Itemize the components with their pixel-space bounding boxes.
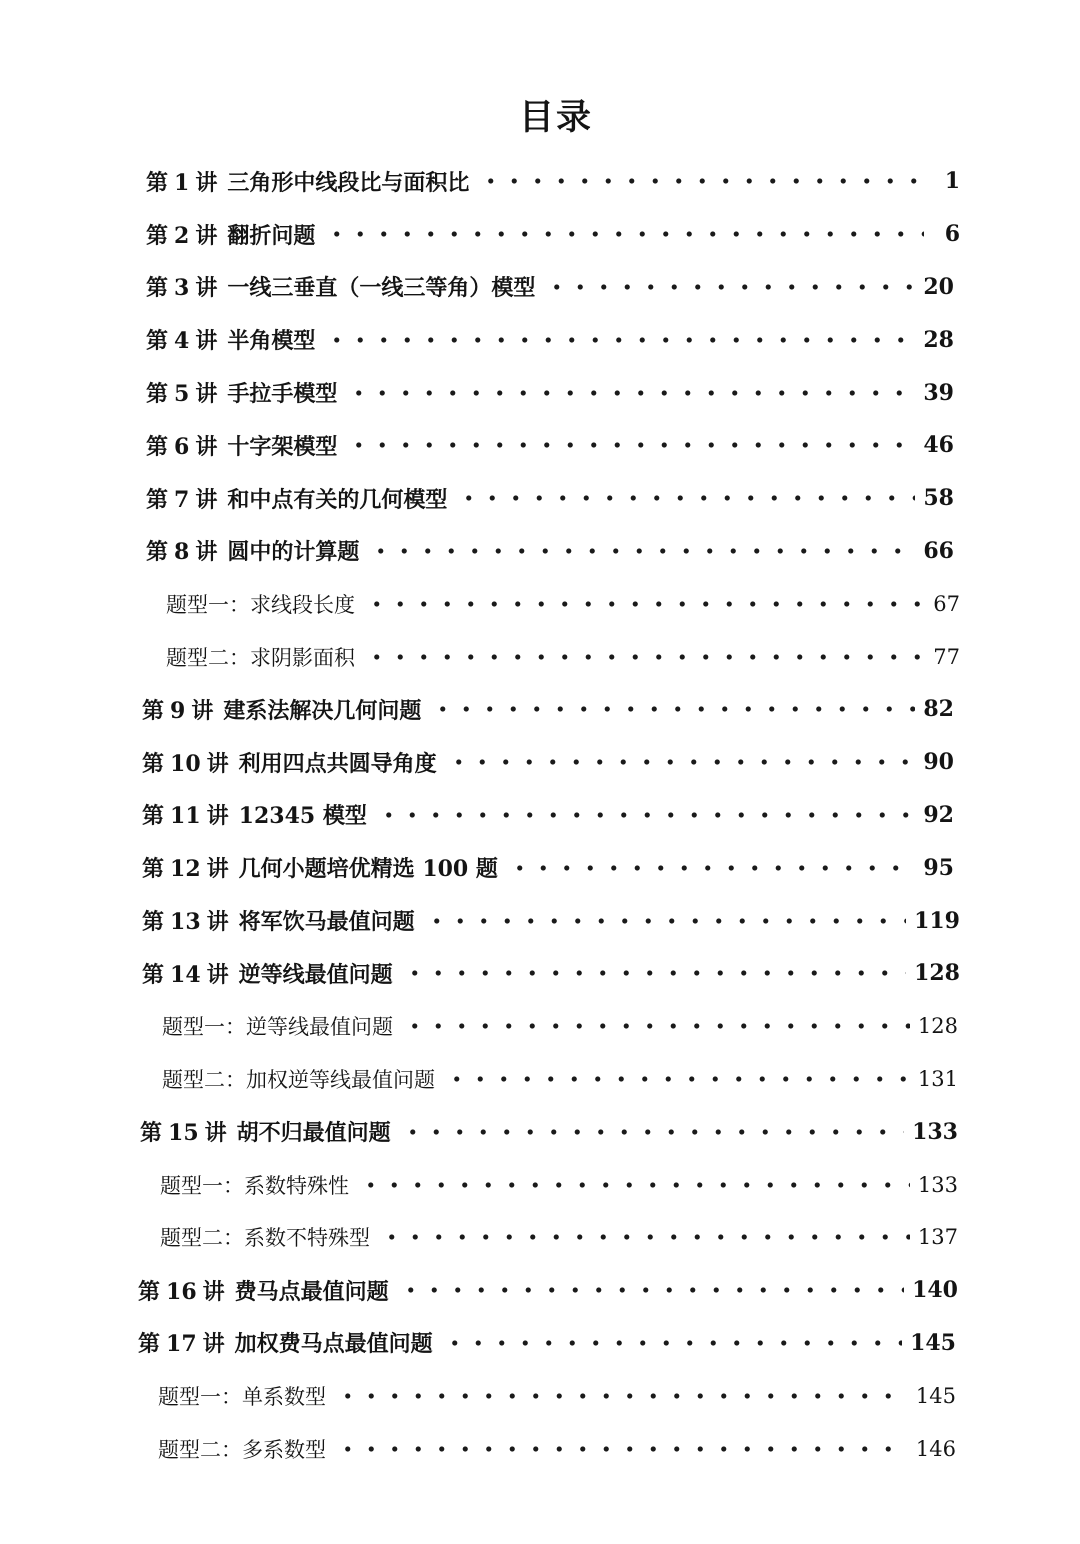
page-number: 39 [923, 379, 954, 406]
dot-leader [401, 1105, 904, 1158]
toc-chapter-entry[interactable] [0, 683, 1080, 736]
chapter-suffix: 讲 [195, 222, 218, 249]
page-number: 137 [917, 1225, 958, 1250]
chapter-number: 16 [166, 1278, 197, 1305]
chapter-suffix: 讲 [206, 750, 229, 777]
chapter-number: 9 [170, 697, 186, 724]
page-number: 145 [915, 1383, 956, 1408]
chapter-prefix: 第 [146, 381, 169, 408]
dot-leader [445, 1053, 910, 1106]
page-number: 66 [923, 537, 954, 564]
dot-leader [457, 472, 915, 525]
chapter-label [140, 1116, 391, 1147]
dot-leader [399, 1264, 904, 1317]
chapter-suffix: 讲 [206, 909, 229, 936]
chapter-title: 将军饮马最值问题 [238, 909, 415, 936]
chapter-suffix: 讲 [195, 169, 218, 196]
chapter-number: 11 [170, 803, 201, 830]
page-number: 128 [914, 960, 960, 987]
chapter-title: 三角形中线段比与面积比 [227, 169, 470, 196]
chapter-number: 14 [170, 961, 201, 988]
toc-chapter-entry[interactable] [0, 789, 1080, 842]
dot-leader [431, 683, 915, 736]
chapter-prefix: 第 [146, 539, 169, 566]
chapter-number: 6 [174, 433, 190, 460]
toc-subsection-entry[interactable] [0, 1369, 1080, 1422]
toc-subsection-entry[interactable] [0, 1211, 1080, 1264]
chapter-prefix: 第 [140, 1120, 163, 1147]
chapter-prefix: 第 [142, 909, 165, 936]
chapter-title: 加权费马点最值问题 [234, 1331, 433, 1358]
chapter-title: 费马点最值问题 [234, 1278, 389, 1305]
chapter-prefix: 第 [146, 169, 169, 196]
toc-chapter-entry[interactable] [0, 313, 1080, 366]
chapter-prefix: 第 [142, 697, 165, 724]
chapter-prefix: 第 [146, 275, 169, 302]
chapter-label [146, 219, 315, 250]
page-number: 20 [923, 273, 954, 300]
chapter-suffix: 讲 [195, 486, 218, 513]
page-number: 119 [914, 907, 960, 934]
chapter-label [142, 747, 437, 778]
dot-leader [325, 208, 924, 261]
toc-subsection-entry[interactable] [0, 1158, 1080, 1211]
chapter-prefix: 第 [142, 961, 165, 988]
toc-subsection-entry[interactable] [0, 1422, 1080, 1475]
subsection-title: 题型一：单系数型 [158, 1384, 326, 1409]
page-number: 133 [912, 1118, 958, 1145]
page-number: 145 [910, 1329, 956, 1356]
subsection-title: 题型一：系数特殊性 [160, 1173, 349, 1198]
chapter-title: 建系法解决几何问题 [223, 697, 422, 724]
chapter-label [142, 694, 421, 725]
dot-leader [347, 366, 915, 419]
page-number: 140 [912, 1277, 958, 1304]
dot-leader [479, 155, 924, 208]
chapter-title: 翻折问题 [227, 222, 316, 249]
toc-subsection-entry[interactable] [0, 1000, 1080, 1053]
chapter-prefix: 第 [146, 328, 169, 355]
page-number: 28 [923, 326, 954, 353]
chapter-suffix: 讲 [195, 381, 218, 408]
chapter-label [142, 905, 415, 936]
chapter-prefix: 第 [146, 486, 169, 513]
chapter-prefix: 第 [142, 803, 165, 830]
dot-leader [443, 1317, 902, 1370]
chapter-number: 2 [174, 222, 190, 249]
toc-chapter-entry[interactable] [0, 261, 1080, 314]
chapter-number: 8 [174, 539, 190, 566]
chapter-title: 半角模型 [227, 328, 316, 355]
chapter-number: 10 [170, 750, 201, 777]
toc-chapter-entry[interactable] [0, 841, 1080, 894]
dot-leader [377, 789, 916, 842]
subsection-title: 题型二：加权逆等线最值问题 [162, 1067, 435, 1092]
chapter-label [146, 166, 469, 197]
chapter-prefix: 第 [146, 433, 169, 460]
chapter-label [146, 535, 359, 566]
subsection-title: 题型一：求线段长度 [166, 592, 355, 617]
dot-leader [447, 736, 916, 789]
toc-chapter-entry[interactable] [0, 894, 1080, 947]
chapter-suffix: 讲 [202, 1331, 225, 1358]
dot-leader [359, 1158, 910, 1211]
dot-leader [369, 525, 915, 578]
chapter-number: 13 [170, 909, 201, 936]
chapter-title: 利用四点共圆导角度 [238, 750, 437, 777]
toc-chapter-entry[interactable] [0, 366, 1080, 419]
toc-chapter-entry[interactable] [0, 1105, 1080, 1158]
dot-leader [403, 1000, 910, 1053]
toc-list [0, 155, 1080, 1475]
chapter-suffix: 讲 [206, 803, 229, 830]
toc-chapter-entry[interactable] [0, 472, 1080, 525]
toc-subsection-entry[interactable] [0, 1053, 1080, 1106]
chapter-title: 圆中的计算题 [227, 539, 360, 566]
chapter-suffix: 讲 [206, 856, 229, 883]
chapter-label [142, 958, 393, 989]
subsection-title: 题型一：逆等线最值问题 [162, 1015, 393, 1040]
page-number: 92 [923, 801, 954, 828]
dot-leader [325, 313, 915, 366]
dot-leader [347, 419, 915, 472]
dot-leader [425, 894, 906, 947]
toc-subsection-entry[interactable] [0, 630, 1080, 683]
chapter-label [146, 271, 535, 302]
dot-leader [403, 947, 906, 1000]
subsection-title: 题型二：求阴影面积 [166, 645, 355, 670]
chapter-title: 十字架模型 [227, 433, 338, 460]
chapter-suffix: 讲 [204, 1120, 227, 1147]
dot-leader [365, 630, 924, 683]
chapter-number: 4 [174, 328, 190, 355]
chapter-label [142, 852, 498, 883]
chapter-prefix: 第 [142, 750, 165, 777]
page-number: 67 [933, 591, 960, 616]
chapter-title: 几何小题培优精选 100 题 [238, 856, 498, 883]
toc-chapter-entry[interactable] [0, 736, 1080, 789]
toc-chapter-entry[interactable] [0, 1264, 1080, 1317]
chapter-label [146, 483, 447, 514]
page-number: 90 [923, 749, 954, 776]
page-number: 6 [944, 221, 960, 248]
chapter-suffix: 讲 [195, 328, 218, 355]
toc-chapter-entry[interactable] [0, 208, 1080, 261]
dot-leader [380, 1211, 910, 1264]
chapter-suffix: 讲 [195, 275, 218, 302]
chapter-suffix: 讲 [191, 697, 214, 724]
chapter-label [138, 1327, 433, 1358]
chapter-number: 1 [174, 169, 190, 196]
chapter-label [146, 430, 337, 461]
chapter-prefix: 第 [146, 222, 169, 249]
chapter-title: 12345 模型 [238, 803, 367, 830]
chapter-suffix: 讲 [202, 1278, 225, 1305]
chapter-prefix: 第 [142, 856, 165, 883]
page-number: 82 [923, 696, 954, 723]
page-number: 46 [923, 432, 954, 459]
chapter-title: 一线三垂直（一线三等角）模型 [227, 275, 536, 302]
chapter-suffix: 讲 [206, 961, 229, 988]
chapter-number: 7 [174, 486, 190, 513]
chapter-number: 3 [174, 275, 190, 302]
toc-chapter-entry[interactable] [0, 947, 1080, 1000]
chapter-title: 手拉手模型 [227, 381, 338, 408]
page-number: 131 [917, 1066, 958, 1091]
chapter-label [138, 1275, 389, 1306]
chapter-prefix: 第 [138, 1278, 161, 1305]
page-number: 95 [923, 854, 954, 881]
page-number: 1 [944, 168, 960, 195]
chapter-number: 12 [170, 856, 201, 883]
dot-leader [545, 261, 915, 314]
dot-leader [336, 1369, 908, 1422]
page-title: 目录 [518, 97, 593, 138]
toc-chapter-entry[interactable] [0, 155, 1080, 208]
toc-subsection-entry[interactable] [0, 577, 1080, 630]
chapter-title: 胡不归最值问题 [236, 1120, 391, 1147]
page-number: 128 [917, 1014, 958, 1039]
dot-leader [508, 841, 915, 894]
chapter-number: 15 [168, 1120, 199, 1147]
page-number: 58 [923, 485, 954, 512]
chapter-label [146, 377, 337, 408]
toc-chapter-entry[interactable] [0, 525, 1080, 578]
chapter-label [146, 324, 315, 355]
chapter-prefix: 第 [138, 1331, 161, 1358]
chapter-number: 17 [166, 1331, 197, 1358]
dot-leader [365, 577, 924, 630]
toc-chapter-entry[interactable] [0, 1317, 1080, 1370]
toc-chapter-entry[interactable] [0, 419, 1080, 472]
chapter-number: 5 [174, 381, 190, 408]
chapter-suffix: 讲 [195, 539, 218, 566]
subsection-title: 题型二：多系数型 [158, 1437, 326, 1462]
page-number: 133 [917, 1172, 958, 1197]
chapter-title: 逆等线最值问题 [238, 961, 393, 988]
subsection-title: 题型二：系数不特殊型 [160, 1226, 370, 1251]
chapter-suffix: 讲 [195, 433, 218, 460]
chapter-title: 和中点有关的几何模型 [227, 486, 448, 513]
page-number: 146 [915, 1436, 956, 1461]
page-number: 77 [933, 644, 960, 669]
chapter-label [142, 799, 367, 830]
dot-leader [336, 1422, 908, 1475]
